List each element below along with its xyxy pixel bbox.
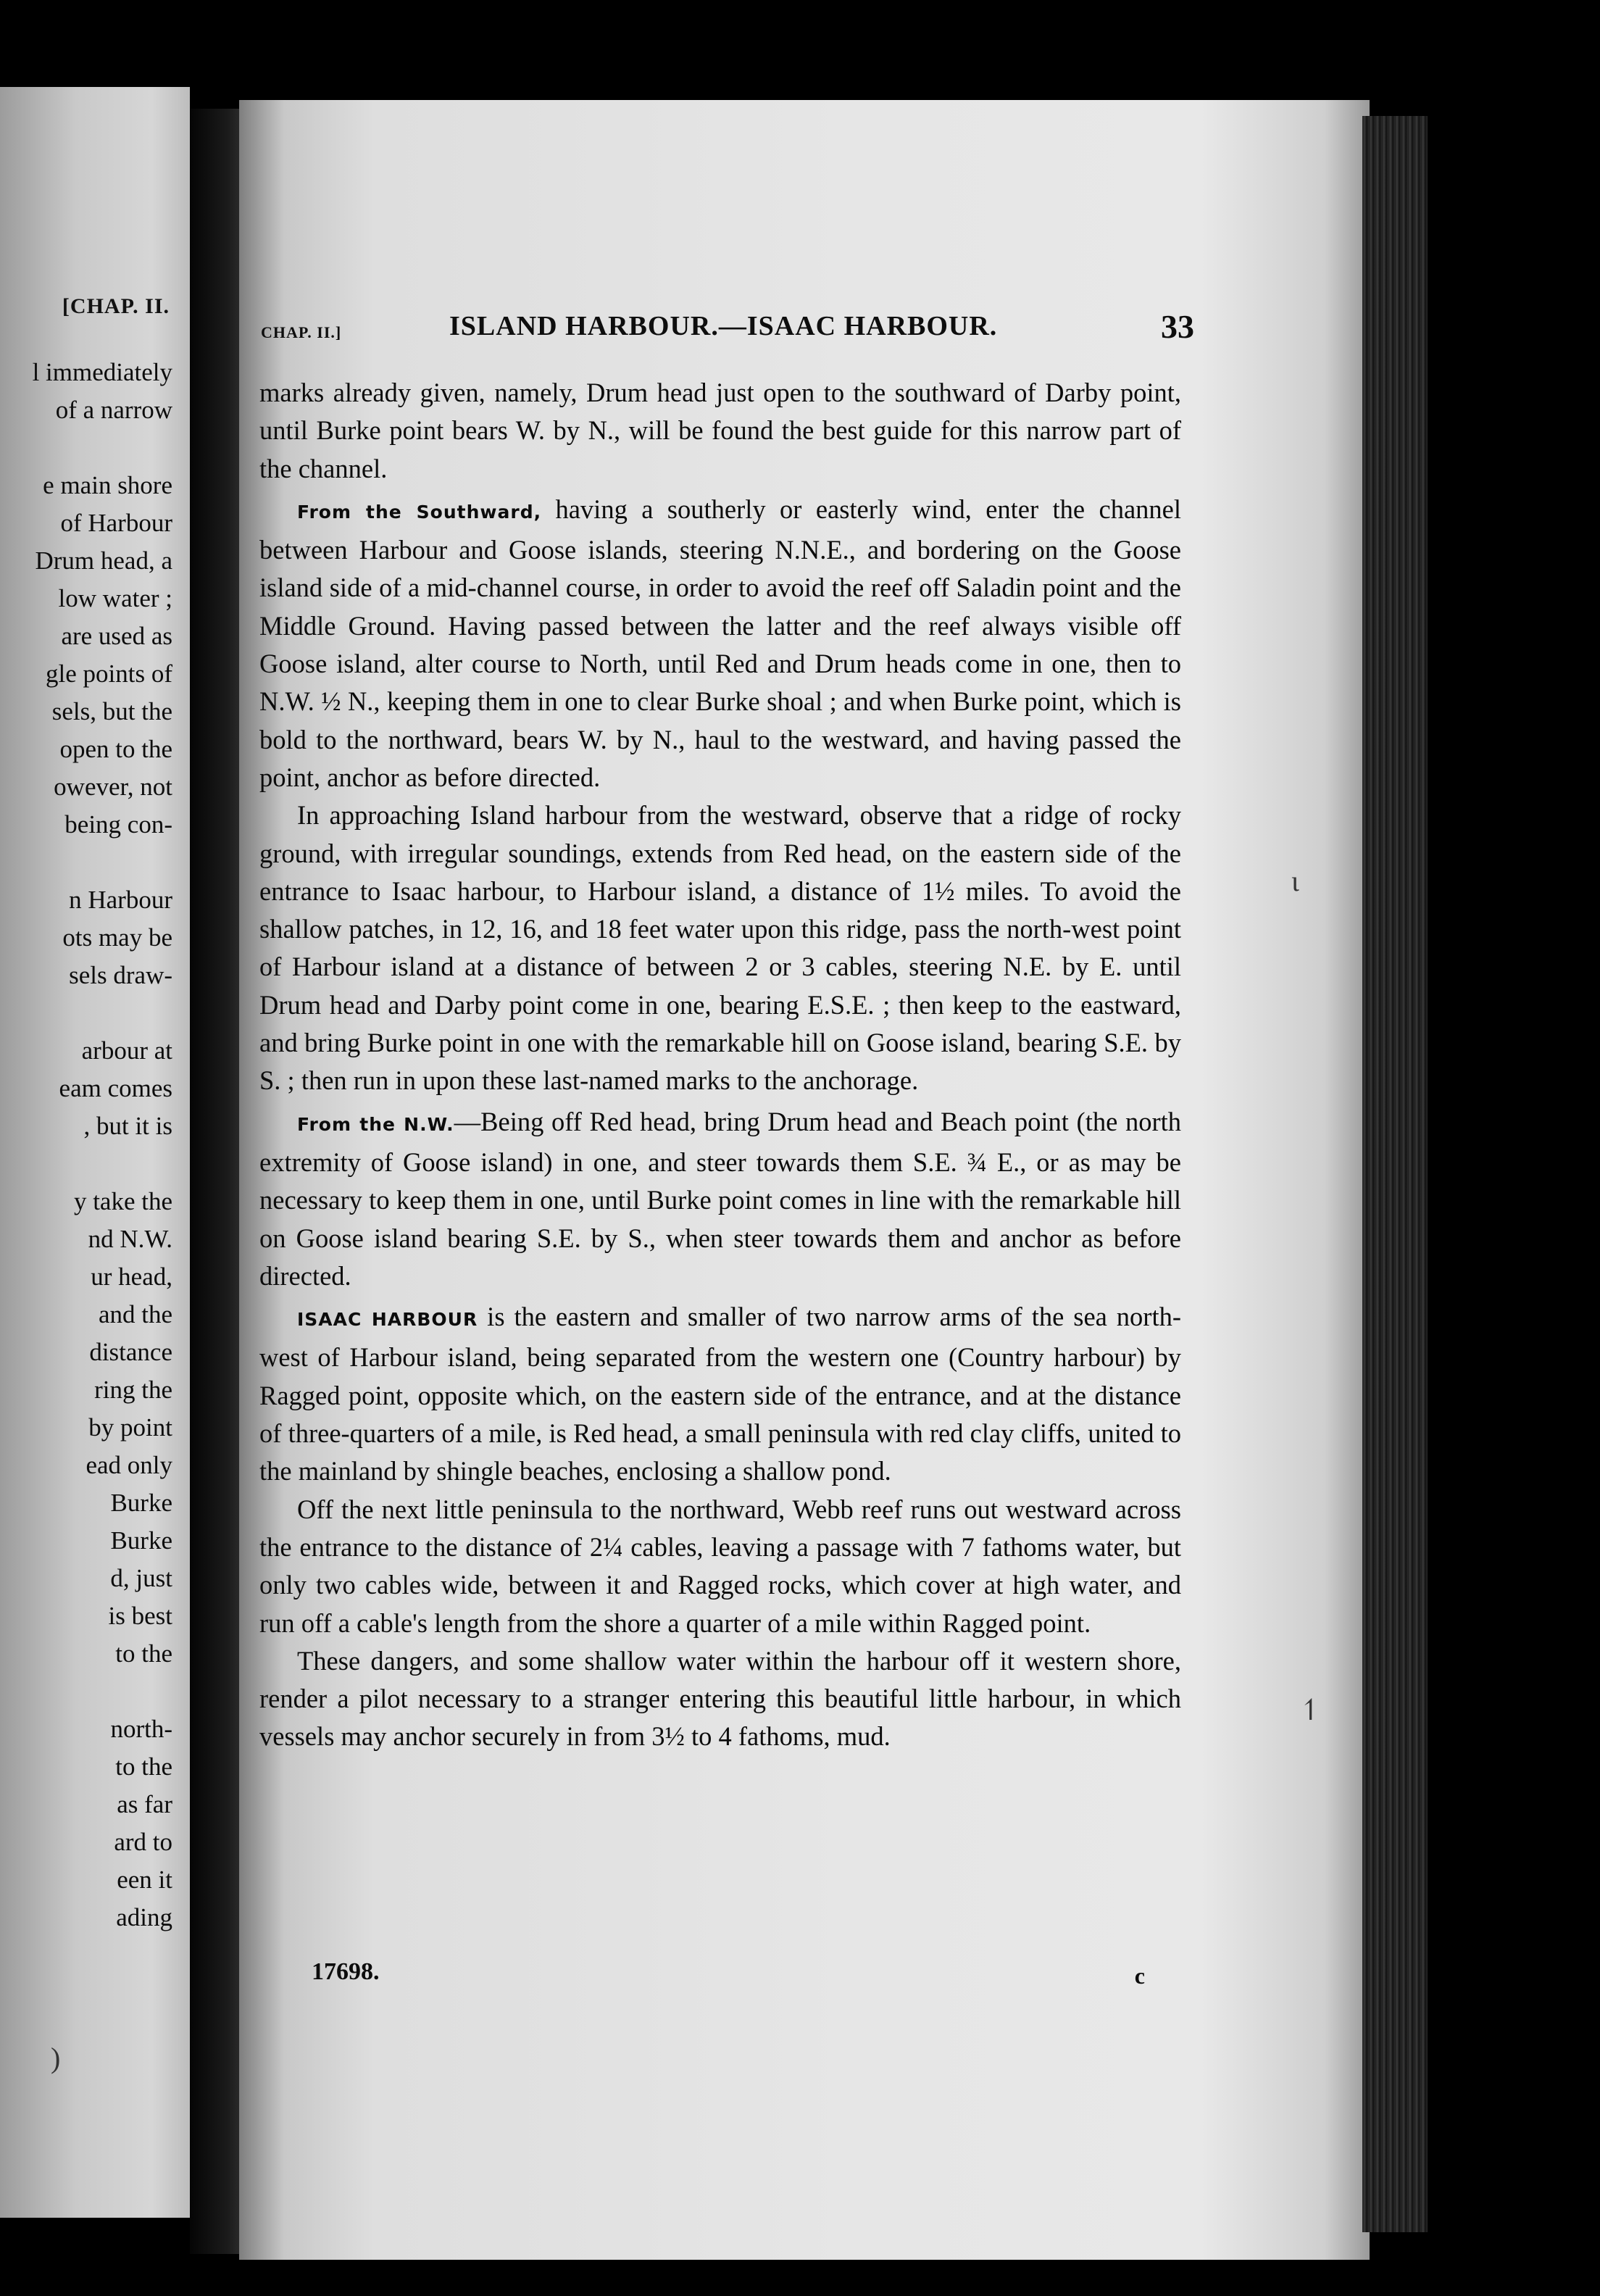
previous-page-line: Burke: [110, 1489, 172, 1517]
previous-page-fragment: [0, 87, 190, 2218]
previous-page-line: nd N.W.: [88, 1225, 172, 1253]
previous-page-line: sels draw-: [69, 961, 172, 989]
signature-letter: c: [1134, 1963, 1145, 1989]
previous-page-line: een it: [117, 1865, 172, 1894]
previous-page-line: ading: [116, 1903, 172, 1931]
previous-page-line: being con-: [64, 810, 172, 839]
running-head: [261, 310, 1194, 354]
margin-mark: ɩ: [1291, 865, 1299, 897]
previous-page-line: , but it is: [83, 1112, 172, 1140]
previous-page-line: is best: [108, 1602, 172, 1630]
previous-page-line: open to the: [59, 735, 172, 763]
previous-page-line: of a narrow: [55, 396, 172, 424]
paragraph-text: is the eastern and smaller of two narrow arms of the sea north-west of Harbour island, being separated from the western one (Country harbour) by Ragged point, opposite which, on the eastern side of the entrance, and at the distance of three-quarters of a mile, is Red head, a small peninsula with red clay cliffs, united to the mainland by shingle beaches, enclosing a shallow pond.: [259, 1302, 1182, 1486]
paragraph-lead: From the N.W.: [297, 1113, 454, 1135]
previous-page-line: low water ;: [58, 584, 172, 612]
previous-page-lines: [33, 354, 172, 1937]
previous-page-line: Burke: [110, 1526, 172, 1555]
previous-page-line: d, just: [110, 1564, 172, 1592]
previous-page-line: to the: [115, 1752, 172, 1781]
paragraph-3: [259, 796, 1181, 1099]
paragraph-5: [259, 1298, 1181, 1490]
previous-page-line: [33, 844, 172, 881]
page-footer: [312, 1958, 1145, 2002]
page-number: 33: [1161, 308, 1194, 345]
paragraph-text: having a southerly or easterly wind, enter the channel between Harbour and Goose islands, steering N.N.E., and bordering on the Goose island side of a mid-channel course, in order to avoid the reef off Saladin point and the Middle Ground. Having passed between the latter and the reef always visible off Goose island, alter course to North, until Red and Drum heads come in one, then to N.W. ½ N., keeping them in one to clear Burke shoal ; and when Burke point, which is bold to the northward, bears W. by N., haul to the westward, and having passed the point, anchor as before directed.: [259, 494, 1182, 792]
previous-page-line: ring the: [94, 1376, 172, 1404]
paragraph-6: [259, 1491, 1181, 1642]
previous-page-line: to the: [115, 1639, 172, 1668]
paragraph-text: Off the next little peninsula to the northward, Webb reef runs out westward across the entrance to the distance of 2¼ cables, leaving a passage with 7 fathoms water, but only two cables wide, between it and Ragged rocks, which cover at high water, and run off a cable's length from the shore a quarter of a mile within Ragged point.: [259, 1494, 1181, 1638]
previous-page-line: y take the: [73, 1187, 172, 1215]
body-text: [259, 374, 1181, 1756]
margin-mark: ↿: [1299, 1694, 1323, 1726]
previous-page-line: distance: [89, 1338, 172, 1366]
previous-page-line: l immediately: [32, 358, 172, 386]
margin-mark: ): [51, 2042, 61, 2074]
previous-page-line: by point: [88, 1413, 172, 1442]
paragraph-text: —Being off Red head, bring Drum head and Beach point (the north extremity of Goose island) in one, and steer towards them S.E. ¾ E., or as may be necessary to keep them in one, until Burke point comes in line with the remarkable hill on Goose island bearing S.E. by S., when steer towards them and anchor as before directed.: [259, 1106, 1181, 1291]
previous-page-line: ur head,: [91, 1263, 172, 1291]
previous-page-line: and the: [98, 1300, 172, 1328]
previous-page-line: n Harbour: [69, 886, 172, 914]
paragraph-lead: From the Southward,: [297, 501, 542, 523]
previous-page-line: Drum head, a: [35, 546, 172, 575]
previous-page-line: of Harbour: [60, 509, 172, 537]
paragraph-7: [259, 1642, 1181, 1756]
previous-page-line: eam comes: [59, 1074, 172, 1102]
page-title: ISLAND HARBOUR.—ISAAC HARBOUR.: [449, 311, 998, 341]
previous-page-line: ard to: [114, 1828, 172, 1856]
previous-page-line: as far: [117, 1790, 172, 1818]
previous-page-line: [33, 429, 172, 467]
chapter-reference: CHAP. II.]: [261, 323, 342, 341]
previous-page-line: [33, 1145, 172, 1183]
previous-page-line: [33, 1673, 172, 1710]
previous-page-line: ots may be: [62, 923, 172, 952]
previous-page-line: e main shore: [43, 471, 172, 499]
paragraph-text: These dangers, and some shallow water within the harbour off it western shore, render a pilot necessary to a stranger entering this beautiful little harbour, in which vessels may anchor securely in from 3½ to 4 fathoms, mud.: [259, 1645, 1181, 1752]
paragraph-2: [259, 491, 1181, 796]
paragraph-text: marks already given, namely, Drum head just open to the southward of Darby point, until Burke point bears W. by N., will be found the best guide for this narrow part of the channel.: [259, 378, 1181, 483]
previous-page-line: arbour at: [81, 1036, 172, 1065]
previous-page-line: north-: [110, 1715, 172, 1743]
paragraph-text: In approaching Island harbour from the westward, observe that a ridge of rocky ground, with irregular soundings, extends from Red head, on the eastern side of the entrance to Isaac harbour, to Harbour island, a distance of 1½ miles. To avoid the shallow patches, in 12, 16, and 18 feet water upon this ridge, pass the north-west point of Harbour island at a distance of between 2 or 3 cables, steering N.E. by E. until Drum head and Darby point come in one, bearing E.S.E. ; then keep to the eastward, and bring Burke point in one with the remarkable hill on Goose island, bearing S.E. by S. ; then run in upon these last-named marks to the anchorage.: [259, 800, 1181, 1096]
previous-page-line: owever, not: [54, 773, 172, 801]
previous-page-line: sels, but the: [51, 697, 172, 725]
previous-page-line: are used as: [61, 622, 172, 650]
paragraph-4: [259, 1103, 1181, 1295]
previous-page-line: ead only: [86, 1451, 172, 1479]
signature-number: 17698.: [312, 1958, 380, 1985]
page-edge-stack: [1362, 116, 1428, 2232]
paragraph-1: [259, 374, 1181, 488]
paragraph-lead: ISAAC HARBOUR: [297, 1309, 478, 1331]
previous-page-header: [CHAP. II.: [62, 294, 170, 318]
previous-page-line: [33, 994, 172, 1032]
previous-page-line: gle points of: [46, 660, 172, 688]
